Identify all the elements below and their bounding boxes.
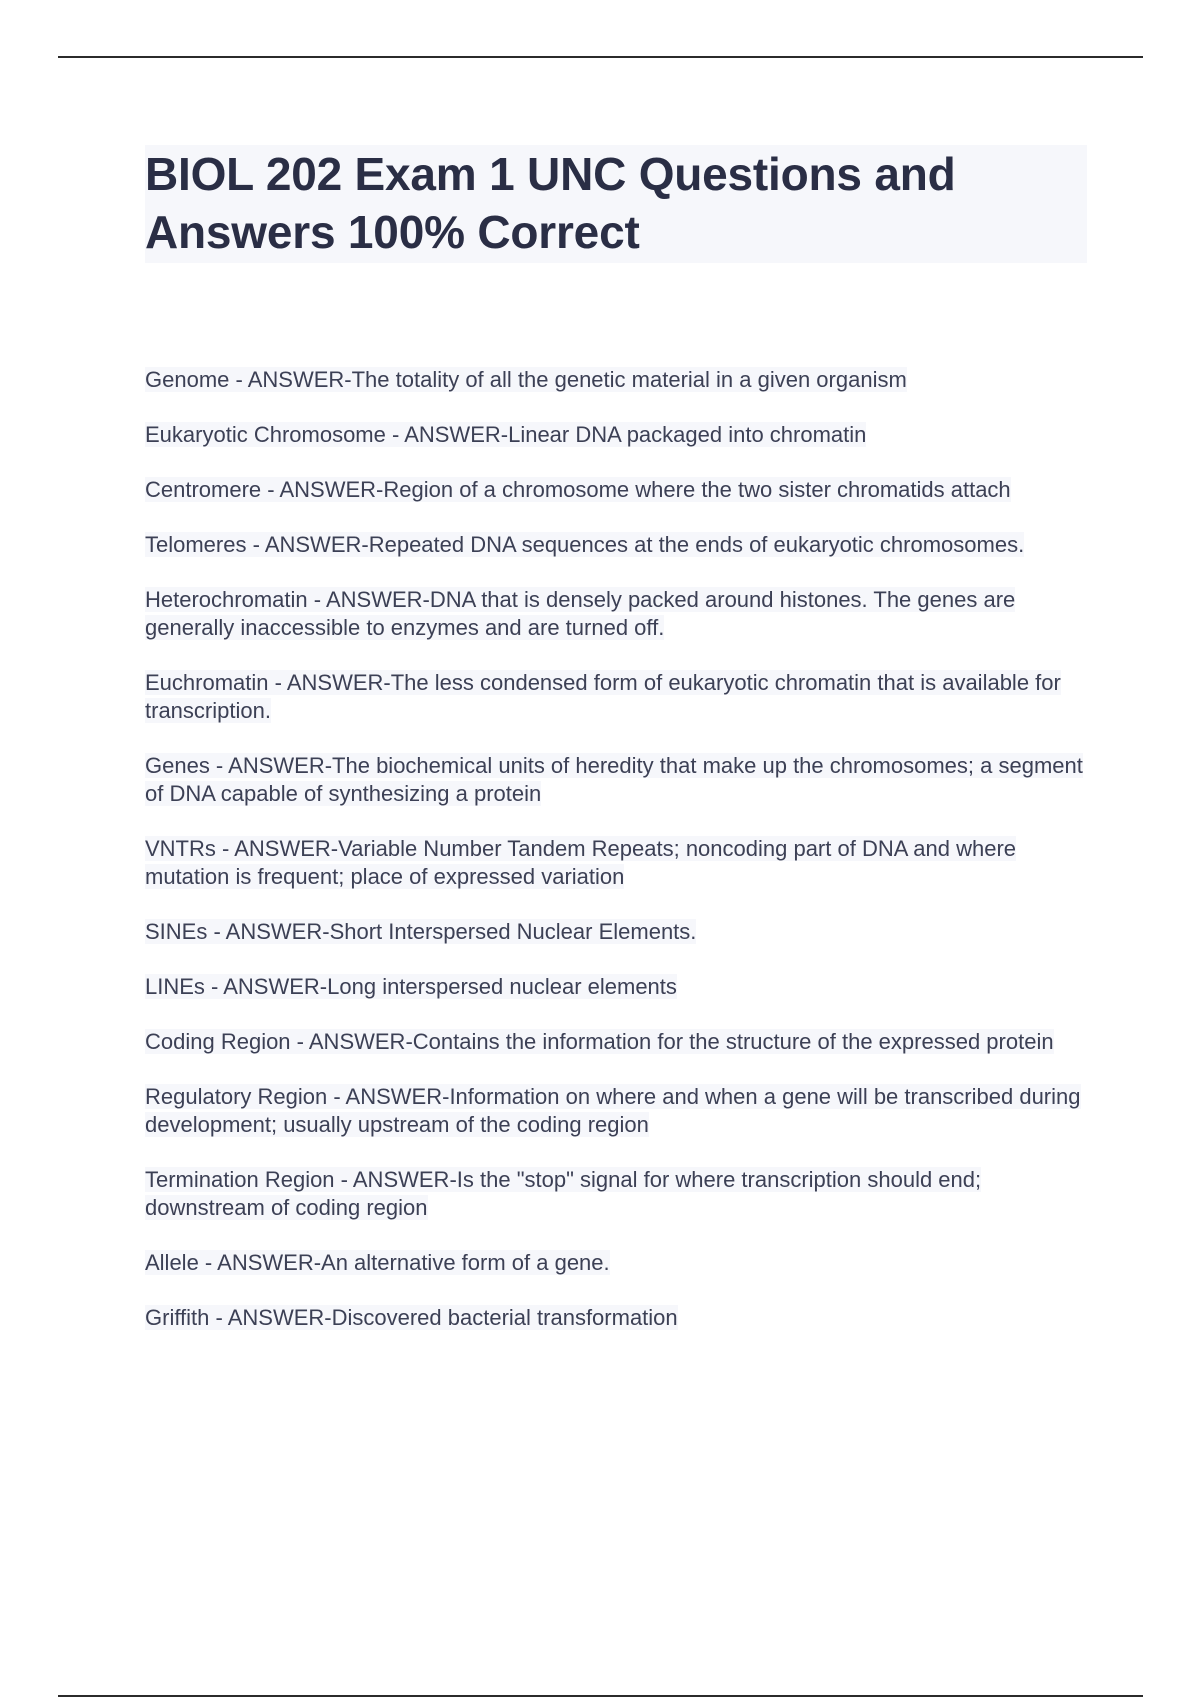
qa-item-griffith: Griffith - ANSWER-Discovered bacterial transformation bbox=[145, 1305, 678, 1330]
title-block bbox=[145, 145, 1087, 263]
document-title: BIOL 202 Exam 1 UNC Questions and Answers 100% Correct bbox=[145, 148, 956, 258]
qa-item-lines: LINEs - ANSWER-Long interspersed nuclear elements bbox=[145, 974, 677, 999]
qa-item-centromere: Centromere - ANSWER-Region of a chromosome where the two sister chromatids attach bbox=[145, 477, 1011, 502]
qa-item-allele: Allele - ANSWER-An alternative form of a gene. bbox=[145, 1250, 610, 1275]
qa-item-coding-region: Coding Region - ANSWER-Contains the information for the structure of the expressed protein bbox=[145, 1029, 1054, 1054]
qa-item-genes: Genes - ANSWER-The biochemical units of heredity that make up the chromosomes; a segment of DNA capable of synthesizing a protein bbox=[145, 753, 1083, 806]
qa-item-vntrs: VNTRs - ANSWER-Variable Number Tandem Repeats; noncoding part of DNA and where mutation is frequent; place of expressed variation bbox=[145, 836, 1017, 889]
qa-item-telomeres: Telomeres - ANSWER-Repeated DNA sequences at the ends of eukaryotic chromosomes. bbox=[145, 532, 1025, 557]
bottom-rule bbox=[58, 1695, 1143, 1697]
qa-item-termination-region: Termination Region - ANSWER-Is the "stop" signal for where transcription should end; downstream of coding region bbox=[145, 1167, 982, 1220]
qa-item-sines: SINEs - ANSWER-Short Interspersed Nuclear Elements. bbox=[145, 919, 697, 944]
top-rule bbox=[58, 56, 1143, 58]
qa-item-euchromatin: Euchromatin - ANSWER-The less condensed form of eukaryotic chromatin that is available for transcription. bbox=[145, 670, 1061, 723]
qa-list bbox=[145, 366, 1090, 1359]
qa-item-eukaryotic-chromosome: Eukaryotic Chromosome - ANSWER-Linear DNA packaged into chromatin bbox=[145, 422, 867, 447]
qa-item-regulatory-region: Regulatory Region - ANSWER-Information on where and when a gene will be transcribed during development; usually upstream of the coding region bbox=[145, 1084, 1081, 1137]
qa-item-heterochromatin: Heterochromatin - ANSWER-DNA that is densely packed around histones. The genes are generally inaccessible to enzymes and are turned off. bbox=[145, 587, 1016, 640]
qa-item-genome: Genome - ANSWER-The totality of all the genetic material in a given organism bbox=[145, 367, 907, 392]
